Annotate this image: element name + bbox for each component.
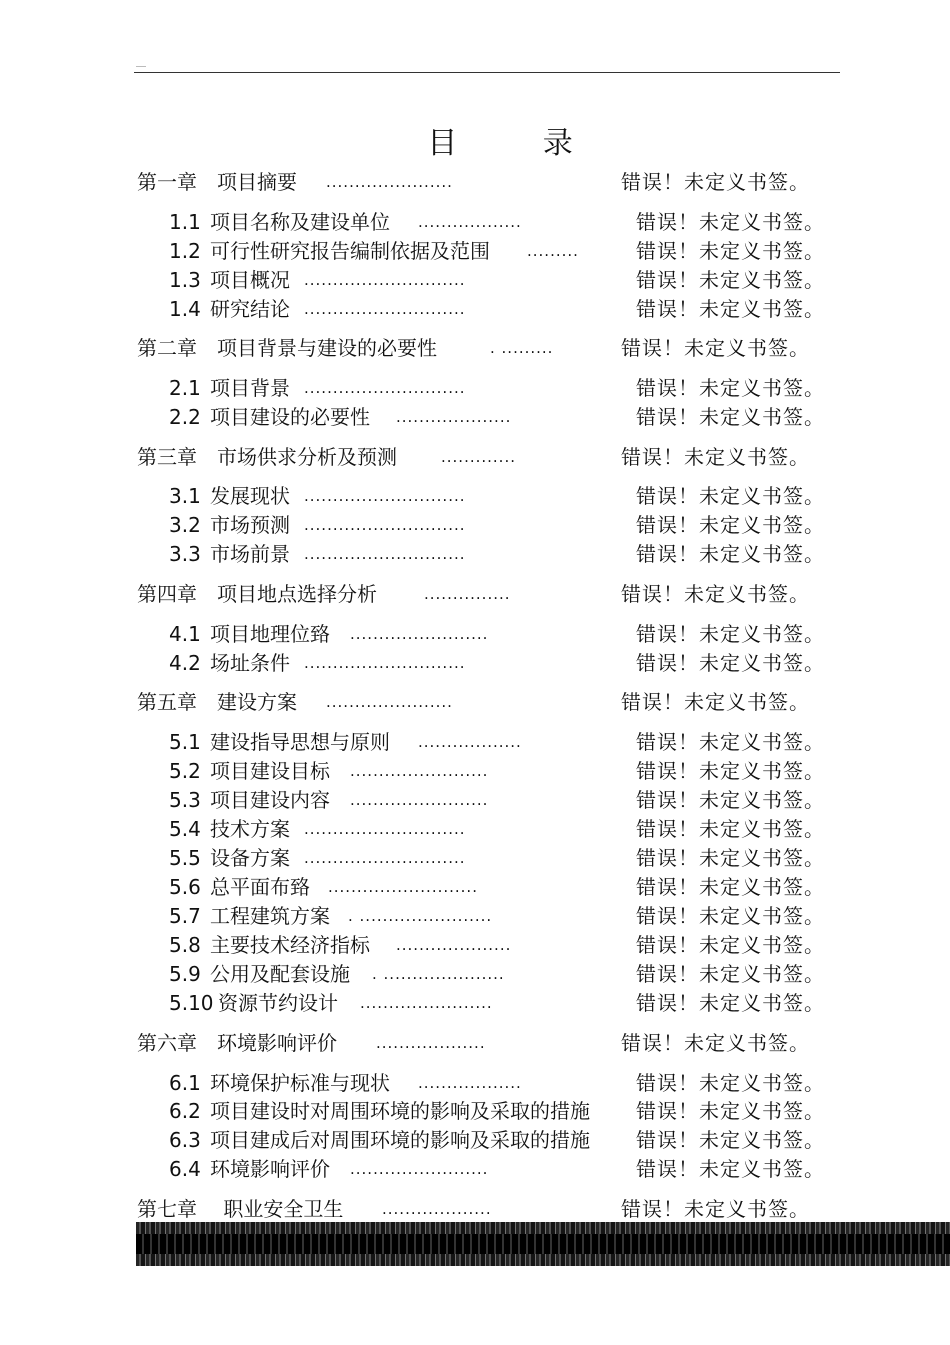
toc-section-entry[interactable] bbox=[0, 295, 950, 323]
toc-section-entry[interactable] bbox=[0, 620, 950, 648]
toc-page-ref: 错误！未定义书签。 bbox=[636, 542, 825, 566]
toc-entry-label: 项目建设目标 bbox=[210, 759, 330, 783]
toc-page-ref: 错误！未定义书签。 bbox=[636, 405, 825, 429]
toc-entry-label: 市场预测 bbox=[210, 513, 290, 537]
toc-chapter-entry[interactable] bbox=[0, 580, 950, 608]
toc-entry-label: 第五章 建设方案 bbox=[137, 690, 297, 714]
toc-leader-dots: ............................ bbox=[304, 516, 466, 534]
toc-page-ref: 错误！未定义书签。 bbox=[636, 484, 825, 508]
toc-page-ref: 错误！未定义书签。 bbox=[636, 1128, 825, 1152]
toc-entry-label: 环境保护标准与现状 bbox=[210, 1071, 390, 1095]
toc-page-ref: 错误！未定义书签。 bbox=[621, 336, 810, 360]
toc-page-ref: 错误！未定义书签。 bbox=[636, 788, 825, 812]
toc-page-ref: 错误！未定义书签。 bbox=[636, 875, 825, 899]
toc-leader-dots: ............................ bbox=[304, 300, 466, 318]
toc-entry-number: 6.2 bbox=[169, 1099, 201, 1123]
toc-leader-dots: ............................ bbox=[304, 379, 466, 397]
toc-entry-label: 第七章 职业安全卫生 bbox=[137, 1197, 344, 1221]
toc-entry-label: 工程建筑方案 bbox=[210, 904, 330, 928]
toc-entry-label: 资源节约设计 bbox=[218, 991, 338, 1015]
toc-page-ref: 错误！未定义书签。 bbox=[636, 817, 825, 841]
toc-page-ref: 错误！未定义书签。 bbox=[636, 962, 825, 986]
toc-leader-dots: .................... bbox=[396, 936, 512, 954]
toc-entry-label: 可行性研究报告编制依据及范围 bbox=[210, 239, 490, 263]
header-rule bbox=[134, 72, 840, 73]
toc-section-entry[interactable] bbox=[0, 728, 950, 756]
toc-section-entry[interactable] bbox=[0, 1069, 950, 1097]
toc-section-entry[interactable] bbox=[0, 1126, 950, 1154]
toc-page-ref: 错误！未定义书签。 bbox=[621, 1197, 810, 1221]
toc-entry-number: 4.1 bbox=[169, 622, 201, 646]
toc-entry-label: 项目建设内容 bbox=[210, 788, 330, 812]
toc-leader-dots: ................... bbox=[382, 1200, 492, 1218]
toc-entry-label: 项目地理位臵 bbox=[210, 622, 330, 646]
toc-page-ref: 错误！未定义书签。 bbox=[636, 991, 825, 1015]
toc-page-ref: 错误！未定义书签。 bbox=[636, 759, 825, 783]
toc-section-entry[interactable] bbox=[0, 540, 950, 568]
toc-leader-dots: . ..................... bbox=[372, 965, 505, 983]
toc-leader-dots: . ......... bbox=[490, 339, 554, 357]
toc-section-entry[interactable] bbox=[0, 374, 950, 402]
toc-page-ref: 错误！未定义书签。 bbox=[636, 651, 825, 675]
toc-leader-dots: ........................ bbox=[350, 791, 489, 809]
toc-entry-label: 项目背景 bbox=[210, 376, 290, 400]
toc-entry-label: 第一章 项目摘要 bbox=[137, 170, 297, 194]
toc-section-entry[interactable] bbox=[0, 815, 950, 843]
toc-entry-label: 第四章 项目地点选择分析 bbox=[137, 582, 377, 606]
toc-page-ref: 错误！未定义书签。 bbox=[636, 297, 825, 321]
toc-entry-label: 主要技术经济指标 bbox=[210, 933, 370, 957]
toc-chapter-entry[interactable] bbox=[0, 334, 950, 362]
toc-entry-number: 1.4 bbox=[169, 297, 201, 321]
toc-entry-label: 公用及配套设施 bbox=[210, 962, 350, 986]
toc-chapter-entry[interactable] bbox=[0, 443, 950, 471]
toc-section-entry[interactable] bbox=[0, 649, 950, 677]
toc-chapter-entry[interactable] bbox=[0, 688, 950, 716]
toc-entry-number: 5.4 bbox=[169, 817, 201, 841]
toc-entry-number: 3.1 bbox=[169, 484, 201, 508]
toc-section-entry[interactable] bbox=[0, 960, 950, 988]
toc-page-ref: 错误！未定义书签。 bbox=[621, 445, 810, 469]
toc-leader-dots: ............................ bbox=[304, 849, 466, 867]
toc-section-entry[interactable] bbox=[0, 786, 950, 814]
toc-entry-label: 项目建设时对周围环境的影响及采取的措施 bbox=[210, 1099, 590, 1123]
toc-entry-number: 1.2 bbox=[169, 239, 201, 263]
toc-entry-label: 项目建成后对周围环境的影响及采取的措施 bbox=[210, 1128, 590, 1152]
garbled-overlap-text-dense bbox=[136, 1234, 950, 1254]
toc-page-ref: 错误！未定义书签。 bbox=[636, 622, 825, 646]
toc-entry-label: 发展现状 bbox=[210, 484, 290, 508]
toc-entry-number: 2.2 bbox=[169, 405, 201, 429]
toc-entry-number: 5.9 bbox=[169, 962, 201, 986]
toc-leader-dots: ....................... bbox=[360, 994, 493, 1012]
toc-chapter-entry[interactable] bbox=[0, 1029, 950, 1057]
toc-leader-dots: ............. bbox=[441, 448, 516, 466]
toc-page-ref: 错误！未定义书签。 bbox=[636, 210, 825, 234]
toc-leader-dots: .................. bbox=[418, 213, 522, 231]
toc-page-ref: 错误！未定义书签。 bbox=[636, 268, 825, 292]
toc-entry-label: 设备方案 bbox=[210, 846, 290, 870]
toc-entry-number: 5.1 bbox=[169, 730, 201, 754]
toc-page-ref: 错误！未定义书签。 bbox=[636, 904, 825, 928]
toc-entry-number: 5.10 bbox=[169, 991, 214, 1015]
toc-section-entry[interactable] bbox=[0, 482, 950, 510]
toc-page-ref: 错误！未定义书签。 bbox=[636, 1099, 825, 1123]
toc-entry-number: 1.3 bbox=[169, 268, 201, 292]
toc-leader-dots: .......................... bbox=[328, 878, 478, 896]
toc-page-ref: 错误！未定义书签。 bbox=[621, 170, 810, 194]
toc-page-ref: 错误！未定义书签。 bbox=[636, 1157, 825, 1181]
toc-section-entry[interactable] bbox=[0, 989, 950, 1017]
toc-entry-number: 5.6 bbox=[169, 875, 201, 899]
toc-section-entry[interactable] bbox=[0, 237, 950, 265]
toc-section-entry[interactable] bbox=[0, 757, 950, 785]
toc-leader-dots: ........................ bbox=[350, 762, 489, 780]
toc-entry-label: 项目名称及建设单位 bbox=[210, 210, 390, 234]
toc-page-ref: 错误！未定义书签。 bbox=[621, 690, 810, 714]
toc-entry-number: 6.1 bbox=[169, 1071, 201, 1095]
toc-entry-number: 3.2 bbox=[169, 513, 201, 537]
toc-chapter-entry[interactable] bbox=[0, 1195, 950, 1223]
toc-page-ref: 错误！未定义书签。 bbox=[621, 582, 810, 606]
toc-entry-number: 4.2 bbox=[169, 651, 201, 675]
toc-leader-dots: ............... bbox=[424, 585, 511, 603]
toc-section-entry[interactable] bbox=[0, 266, 950, 294]
toc-section-entry[interactable] bbox=[0, 511, 950, 539]
toc-entry-number: 6.4 bbox=[169, 1157, 201, 1181]
toc-entry-number: 3.3 bbox=[169, 542, 201, 566]
toc-entry-label: 总平面布臵 bbox=[210, 875, 310, 899]
toc-leader-dots: ...................... bbox=[326, 693, 453, 711]
toc-entry-number: 2.1 bbox=[169, 376, 201, 400]
toc-entry-number: 6.3 bbox=[169, 1128, 201, 1152]
toc-page-ref: 错误！未定义书签。 bbox=[636, 1071, 825, 1095]
toc-entry-number: 5.5 bbox=[169, 846, 201, 870]
toc-page-ref: 错误！未定义书签。 bbox=[636, 730, 825, 754]
toc-entry-number: 5.2 bbox=[169, 759, 201, 783]
toc-entry-label: 第二章 项目背景与建设的必要性 bbox=[137, 336, 437, 360]
toc-leader-dots: . ....................... bbox=[348, 907, 493, 925]
toc-page-ref: 错误！未定义书签。 bbox=[636, 239, 825, 263]
toc-entry-label: 项目概况 bbox=[210, 268, 290, 292]
toc-page-ref: 错误！未定义书签。 bbox=[636, 513, 825, 537]
toc-leader-dots: .................... bbox=[396, 408, 512, 426]
toc-entry-number: 5.8 bbox=[169, 933, 201, 957]
toc-section-entry[interactable] bbox=[0, 1155, 950, 1183]
toc-leader-dots: ............................ bbox=[304, 271, 466, 289]
toc-leader-dots: ............................ bbox=[304, 820, 466, 838]
toc-entry-label: 环境影响评价 bbox=[210, 1157, 330, 1181]
toc-leader-dots: ...................... bbox=[326, 173, 453, 191]
toc-leader-dots: ......... bbox=[527, 242, 579, 260]
toc-page-ref: 错误！未定义书签。 bbox=[636, 846, 825, 870]
toc-entry-label: 市场前景 bbox=[210, 542, 290, 566]
toc-entry-label: 第三章 市场供求分析及预测 bbox=[137, 445, 397, 469]
header-mark bbox=[136, 66, 146, 67]
toc-entry-label: 研究结论 bbox=[210, 297, 290, 321]
toc-title: 目 录 bbox=[427, 126, 611, 161]
toc-section-entry[interactable] bbox=[0, 931, 950, 959]
toc-entry-number: 5.3 bbox=[169, 788, 201, 812]
toc-entry-label: 场址条件 bbox=[210, 651, 290, 675]
toc-leader-dots: ............................ bbox=[304, 487, 466, 505]
toc-section-entry[interactable] bbox=[0, 873, 950, 901]
toc-leader-dots: .................. bbox=[418, 1074, 522, 1092]
toc-section-entry[interactable] bbox=[0, 902, 950, 930]
toc-section-entry[interactable] bbox=[0, 403, 950, 431]
toc-entry-label: 技术方案 bbox=[210, 817, 290, 841]
toc-page-ref: 错误！未定义书签。 bbox=[621, 1031, 810, 1055]
toc-page-ref: 错误！未定义书签。 bbox=[636, 933, 825, 957]
toc-leader-dots: .................. bbox=[418, 733, 522, 751]
toc-section-entry[interactable] bbox=[0, 1097, 950, 1125]
toc-leader-dots: ................... bbox=[376, 1034, 486, 1052]
toc-section-entry[interactable] bbox=[0, 208, 950, 236]
toc-entry-label: 项目建设的必要性 bbox=[210, 405, 370, 429]
toc-section-entry[interactable] bbox=[0, 844, 950, 872]
toc-leader-dots: ............................ bbox=[304, 545, 466, 563]
toc-leader-dots: ........................ bbox=[350, 625, 489, 643]
toc-entry-label: 建设指导思想与原则 bbox=[210, 730, 390, 754]
toc-entry-number: 1.1 bbox=[169, 210, 201, 234]
toc-entry-label: 第六章 环境影响评价 bbox=[137, 1031, 337, 1055]
toc-leader-dots: ........................ bbox=[350, 1160, 489, 1178]
toc-leader-dots: ............................ bbox=[304, 654, 466, 672]
toc-page-ref: 错误！未定义书签。 bbox=[636, 376, 825, 400]
toc-chapter-entry[interactable] bbox=[0, 168, 950, 196]
toc-entry-number: 5.7 bbox=[169, 904, 201, 928]
